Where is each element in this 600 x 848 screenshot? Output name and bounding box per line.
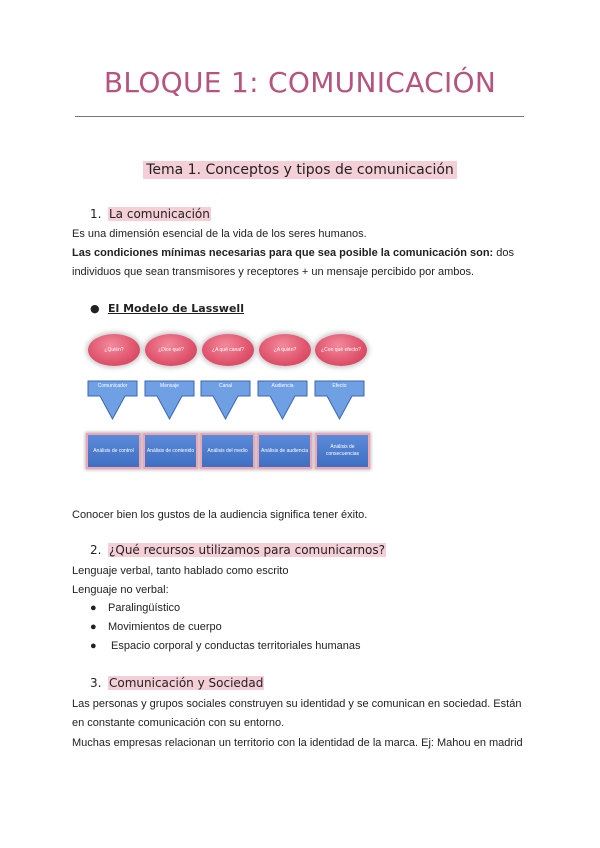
section-1-line-3: individuos que sean transmisores y receptores + un mensaje percibido por ambos.: [72, 266, 475, 278]
section-3-line-1: Las personas y grupos sociales construyen su identidad y se comunican en sociedad. Están: [72, 698, 522, 710]
title-divider: [75, 116, 524, 117]
section-2-line-1: Lenguaje verbal, tanto hablado como escrito: [72, 565, 289, 577]
section-2-title: ¿Qué recursos utilizamos para comunicarnos?: [109, 543, 386, 557]
section-3-title: Comunicación y Sociedad: [109, 676, 264, 690]
section-3-line-2: en constante comunicación con su entorno.: [72, 717, 285, 729]
section-1-line-2-rest: dos: [493, 247, 515, 259]
arrow-mensaje: [144, 380, 195, 420]
lasswell-bullet: [90, 302, 244, 315]
arrow-efecto-label: Efecto: [332, 383, 347, 389]
oval-effect: ¿Con qué efecto?: [315, 334, 367, 366]
arrow-comunicador: [87, 380, 138, 420]
section-1-heading: [90, 207, 211, 221]
bullet-dot: ●: [90, 640, 97, 652]
section-1-title: La comunicación: [109, 207, 210, 221]
section-3-line-3: Muchas empresas relacionan un territorio con la identidad de la marca. Ej: Mahou en madrid: [72, 737, 523, 749]
oval-to-whom: ¿A quién?: [259, 334, 311, 366]
bullet-dot: ●: [90, 602, 97, 614]
list-item-text: Espacio corporal y conductas territoriales humanas: [108, 640, 361, 652]
arrow-audiencia-label: Audiencia: [271, 383, 294, 389]
page-title: BLOQUE 1: COMUNICACIÓN: [103, 66, 497, 99]
list-item: [90, 621, 222, 633]
after-diagram-text: Conocer bien los gustos de la audiencia significa tener éxito.: [72, 509, 368, 521]
section-3-heading: [90, 676, 264, 690]
lasswell-label: El Modelo de Lasswell: [108, 302, 244, 315]
oval-says-what: ¿Dice qué?: [145, 334, 197, 366]
arrow-canal-label: Canal: [218, 383, 233, 389]
arrow-efecto: [314, 380, 365, 420]
box-analisis-consecuencias: Análisis de consecuencias: [315, 433, 370, 469]
bullet-dot: ●: [90, 621, 97, 633]
section-1-line-2: [72, 246, 514, 260]
section-1-line-1: Es una dimensión esencial de la vida de los seres humanos.: [72, 228, 367, 240]
arrow-mensaje-label: Mensaje: [160, 383, 179, 389]
topic-heading: [0, 162, 600, 178]
list-item-text: Paralingüístico: [108, 602, 181, 614]
section-3-number: 3.: [90, 676, 102, 690]
oval-channel: ¿A qué canal?: [202, 334, 254, 366]
box-analisis-control: Análisis de control: [86, 433, 141, 469]
box-analisis-contenido: Análisis de contenido: [143, 433, 198, 469]
arrow-comunicador-label: Comunicador: [97, 383, 128, 389]
oval-who: ¿Quién?: [88, 334, 140, 366]
section-1-bold-lead: Las condiciones mínimas necesarias para que sea posible la comunicación son:: [72, 247, 494, 259]
arrow-canal: [200, 380, 251, 420]
section-1-number: 1.: [90, 207, 102, 221]
section-2-line-2: Lenguaje no verbal:: [72, 584, 169, 596]
box-analisis-audiencia: Análisis de audiencia: [257, 433, 312, 469]
box-analisis-medio: Análisis del medio: [200, 433, 255, 469]
section-2-heading: [90, 543, 386, 557]
arrow-audiencia: [257, 380, 308, 420]
section-2-number: 2.: [90, 543, 102, 557]
bullet-dot: ●: [90, 302, 100, 315]
list-item-text: Movimientos de cuerpo: [108, 621, 222, 633]
list-item: [90, 602, 180, 614]
topic-heading-text: Tema 1. Conceptos y tipos de comunicación: [143, 161, 457, 179]
list-item: [90, 640, 361, 652]
